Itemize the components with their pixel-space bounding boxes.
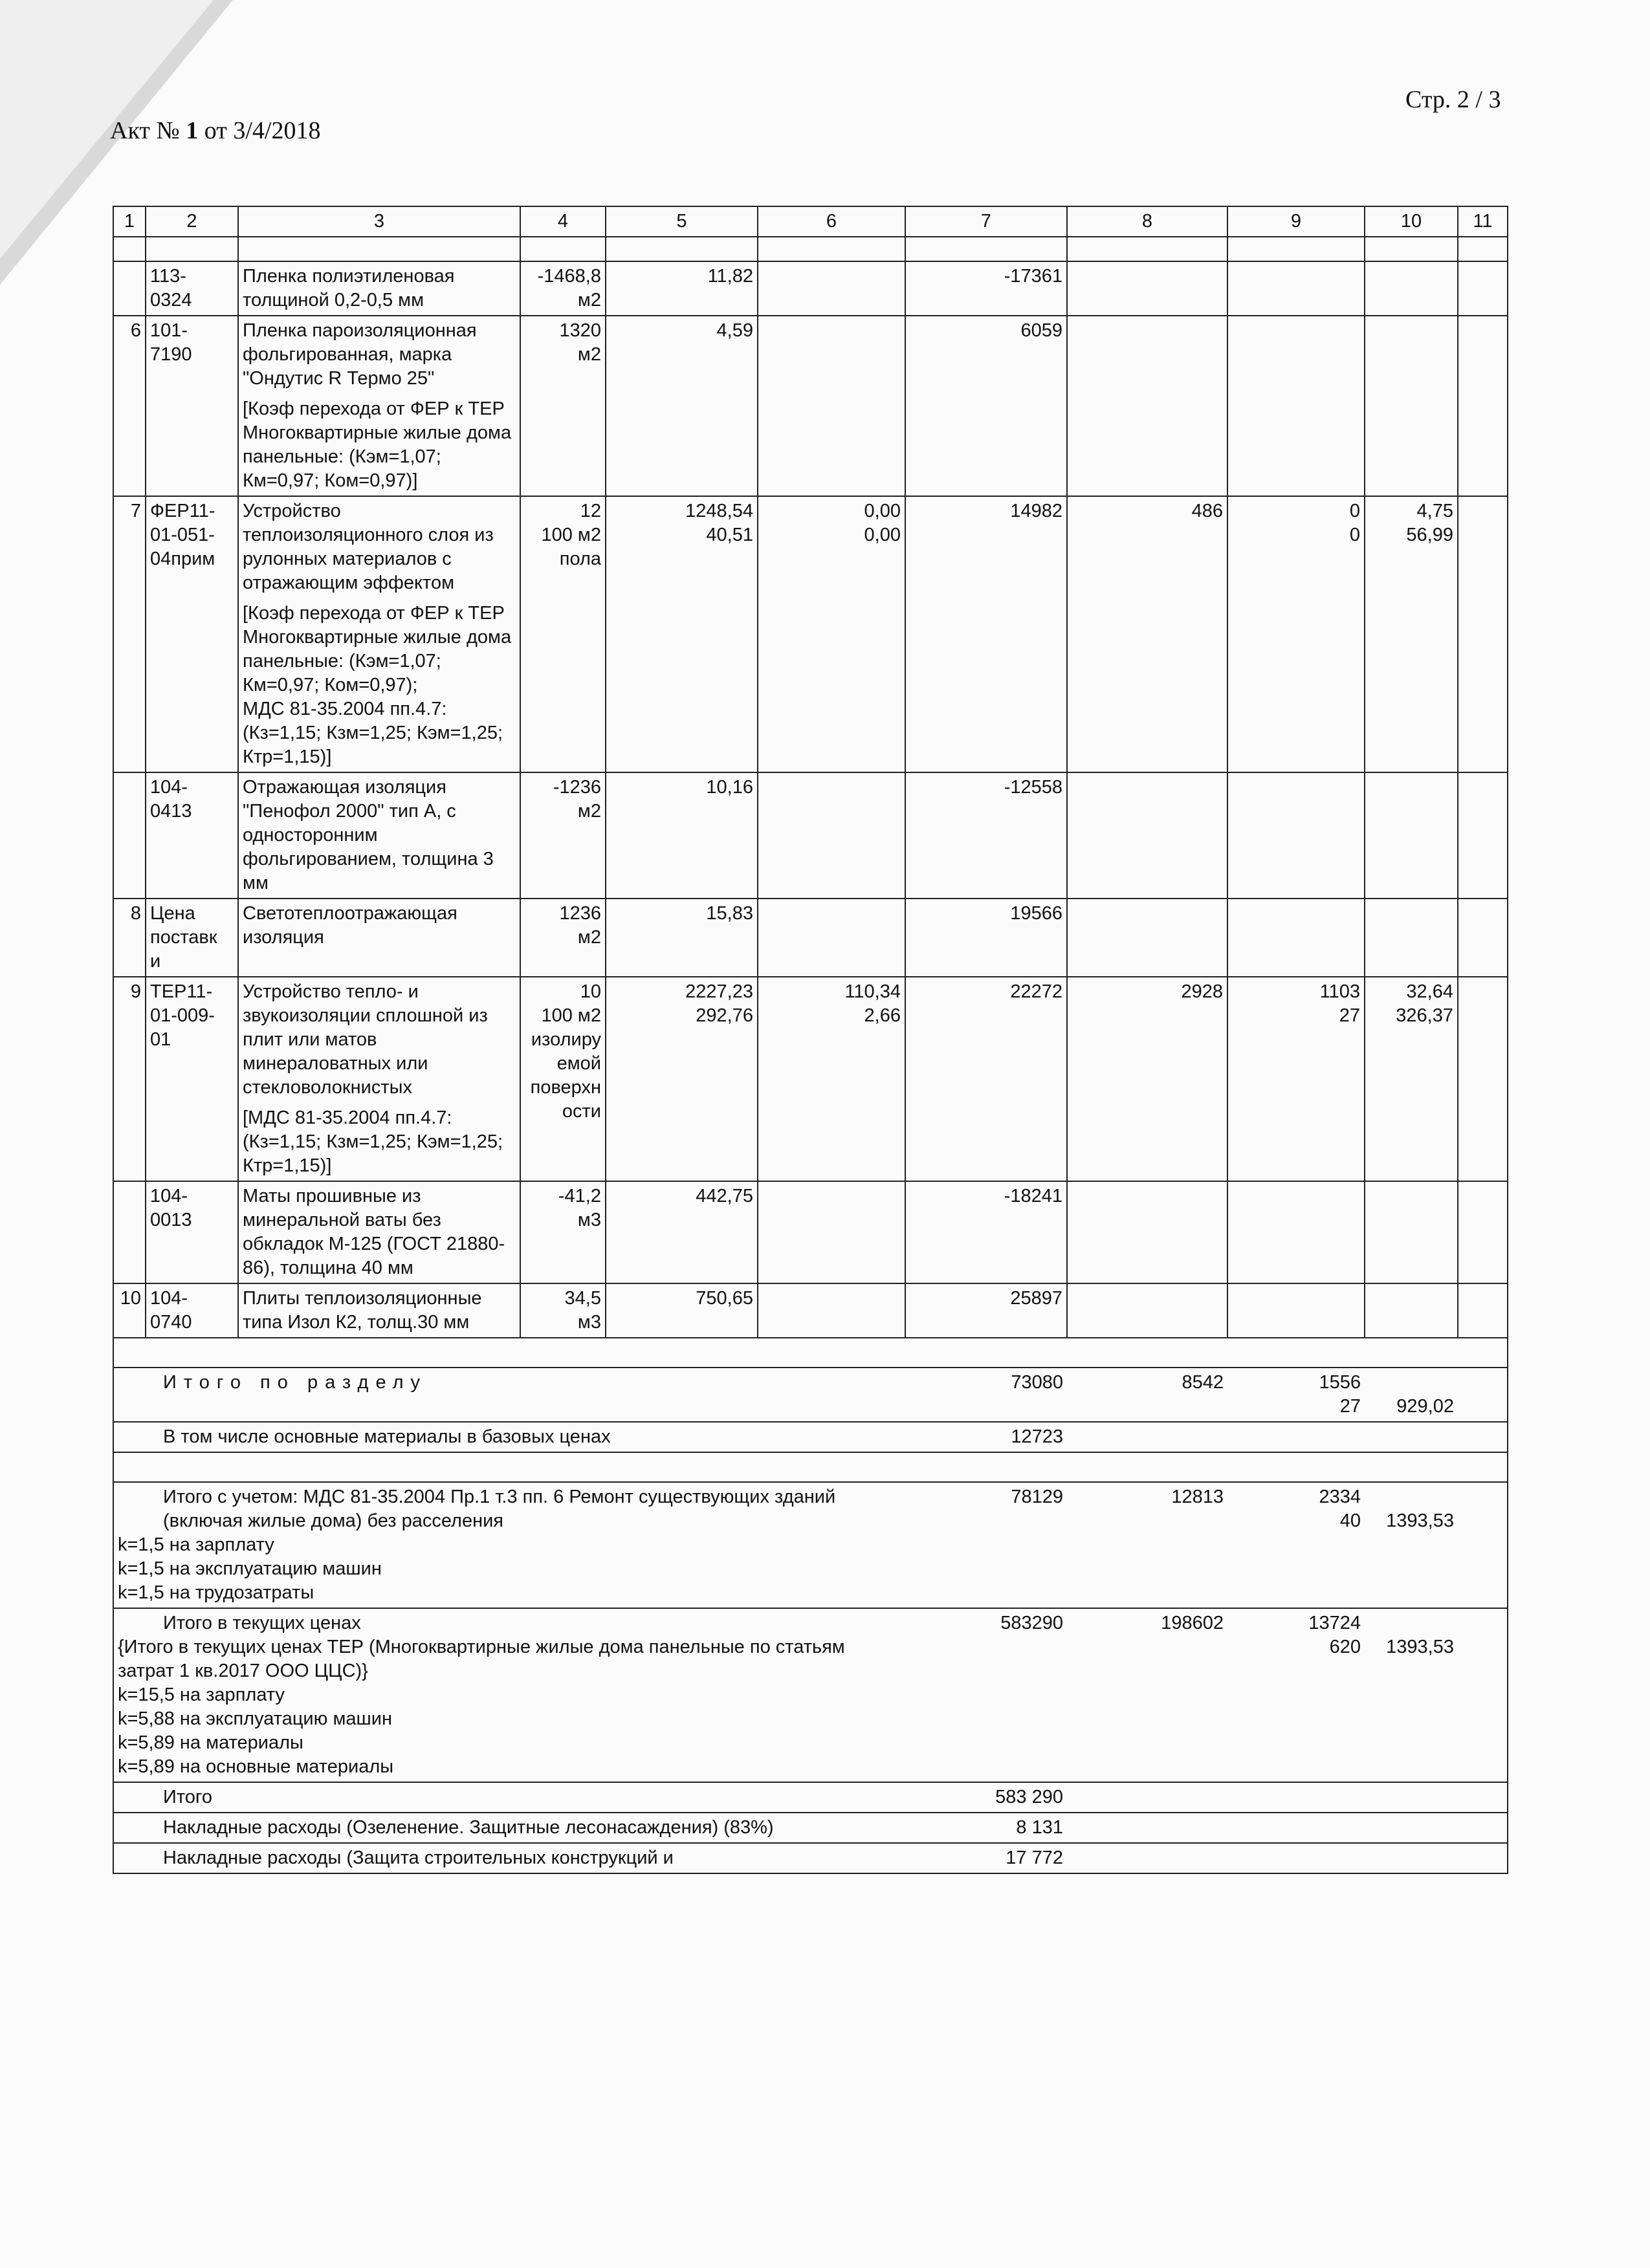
machine-cost-cell [1227,1368,1365,1421]
empty-cell [1458,1422,1508,1452]
machine-cost-cell [1227,1813,1365,1842]
quantity-cell [520,1283,606,1338]
value-line-2: 326,37 [1396,1005,1453,1026]
total-cost: -18241 [905,1181,1067,1283]
value-line-1: 13724 [1308,1613,1361,1633]
total-label-cell [113,1368,905,1421]
resource-code: 113- 0324 [146,261,238,316]
value-line-2: 2,66 [864,1005,901,1026]
value-line-2: 40 [1339,1510,1361,1531]
empty-cell [1458,977,1508,1181]
value-line-2: 0 [1349,525,1360,545]
value-line-1: 11,82 [707,266,753,287]
total-label-line: В том числе основные материалы в базовых ценах [163,1426,611,1447]
value-line-2: 292,76 [696,1005,753,1026]
unit-price-cell [606,977,758,1181]
labor-cell [1365,977,1458,1181]
total-label-cell [113,1782,905,1812]
work-name [238,496,520,772]
total-label-line: k=5,88 на эксплуатацию машин [118,1708,392,1729]
total-with-mds-row [113,1482,1508,1608]
labor-total-value: 1393,53 [1386,1637,1454,1657]
value-line-1: 4,75 [1416,501,1453,521]
row-number: 7 [113,496,146,772]
labor-cell [1365,1181,1458,1283]
work-name-text: Светотеплоотражающая изоляция [243,903,457,948]
quantity: -1468,8 [537,266,601,287]
row-number [113,261,146,316]
machine-price-cell [758,1283,905,1338]
value-line-1: 32,64 [1406,981,1453,1002]
labor-total [1365,1843,1458,1873]
work-name-text: Отражающая изоляция "Пенофол 2000" тип А, с односторонним фольгированием, толщина 3 мм [243,777,494,893]
machine-price-cell [758,899,905,977]
table-row [113,496,1508,772]
quantity-cell [520,772,606,899]
row-number [113,1181,146,1283]
wage-cost [1067,261,1227,316]
value-line-1: 1103 [1319,981,1360,1002]
resource-code: 104- 0413 [146,772,238,899]
work-name [238,977,520,1181]
row-number: 10 [113,1283,146,1338]
wage-cost [1067,899,1227,977]
total-cost: 583290 [1000,1613,1063,1633]
total-section-row [113,1368,1508,1421]
col-header: 7 [905,206,1067,237]
total-label-line: {Итого в текущих ценах ТЕР (Многоквартирные жилые дома панельные по статьям затрат 1 кв.2017 ООО ЦЦС)} [118,1637,845,1681]
empty-cell [1458,1782,1508,1812]
blank-row [113,1452,1508,1482]
empty-cell [1458,1368,1508,1421]
work-name [238,1181,520,1283]
value-line-1: 442,75 [696,1186,753,1206]
column-header-row [113,206,1508,237]
spacer [1369,1611,1454,1635]
wage-cost [1067,1813,1227,1842]
empty-cell [1458,1181,1508,1283]
work-name [238,899,520,977]
total-label-line: Накладные расходы (Защита строительных конструкций и [163,1848,674,1868]
quantity: -1236 [553,777,601,798]
work-name [238,772,520,899]
work-name-text: Пленка пароизоляционная фольгированная, марка "Ондутис R Термо 25" [243,320,477,389]
machine-price-cell [758,772,905,899]
wage-cost: 12813 [1171,1487,1224,1507]
total-label-line: k=5,89 на материалы [118,1732,303,1753]
empty-cell [1458,496,1508,772]
quantity: 12 [580,501,601,521]
machine-cost-cell [1227,1181,1365,1283]
table-row [113,1283,1508,1338]
value-line-1: 10,16 [706,777,753,798]
total-cost: 73080 [1011,1372,1063,1393]
total-cost: 19566 [905,899,1067,977]
estimate-table [113,206,1508,1874]
empty-cell [1458,261,1508,316]
work-name-text: Маты прошивные из минеральной ваты без обкладок М-125 (ГОСТ 21880-86), толщина 40 мм [243,1186,505,1278]
total-cost: 12723 [1011,1426,1063,1447]
total-cost: -17361 [905,261,1067,316]
machine-price-cell [758,1181,905,1283]
value-line-1: 4,59 [716,320,753,341]
total-label-cell [113,1482,905,1608]
value-line-1: 0,00 [864,501,901,521]
wage-cost [1067,1843,1227,1873]
total-label-line: k=1,5 на зарплату [118,1534,274,1555]
machine-price-cell [758,261,905,316]
machine-cost-cell [1227,1422,1365,1452]
resource-code: ФЕР11- 01-051- 04прим [146,496,238,772]
table-row [113,316,1508,496]
total-label-line: Накладные расходы (Озеленение. Защитные лесонасаждения) (83%) [163,1817,774,1838]
machine-cost-cell [1227,1482,1365,1608]
unit: м2 [577,801,601,822]
wage-cost [1067,1283,1227,1338]
labor-cell [1365,1283,1458,1338]
resource-code: ТЕР11- 01-009- 01 [146,977,238,1181]
value-line-1: 1556 [1319,1372,1361,1393]
col-header: 10 [1365,206,1458,237]
row-number: 6 [113,316,146,496]
labor-cell [1365,899,1458,977]
total-label-line: Итого в текущих ценах [163,1613,361,1633]
quantity-cell [520,977,606,1181]
quantity: 10 [580,981,601,1002]
quantity: 34,5 [564,1288,601,1309]
total-current-row [113,1608,1508,1782]
unit-price-cell [606,261,758,316]
col-header: 4 [520,206,606,237]
total-cost: -12558 [905,772,1067,899]
wage-cost: 2928 [1067,977,1227,1181]
wage-cost: 198602 [1161,1613,1224,1633]
quantity-cell [520,496,606,772]
machine-cost-cell [1227,261,1365,316]
total-label-cell [113,1843,905,1873]
value-line-2: 620 [1329,1637,1361,1657]
value-line-1: 110,34 [844,981,901,1002]
row-number: 9 [113,977,146,1181]
col-header: 3 [238,206,520,237]
total-cost: 17 772 [1006,1848,1063,1868]
itogo-row [113,1782,1508,1812]
labor-total [1365,1608,1458,1782]
empty-cell [1458,1813,1508,1842]
total-label-line: k=15,5 на зарплату [118,1685,285,1705]
unit-price-cell [606,316,758,496]
coefficient-note: [Коэф перехода от ФЕР к ТЕР Многоквартирные жилые дома панельные: (Кэм=1,07; Км=0,97; Ком=0,97)] [243,398,512,491]
work-name [238,261,520,316]
header-spacer-row [113,237,1508,261]
labor-total [1365,1782,1458,1812]
quantity-cell [520,899,606,977]
unit-price-cell [606,1181,758,1283]
coefficient-note: [Коэф перехода от ФЕР к ТЕР Многоквартирные жилые дома панельные: (Кэм=1,07; Км=0,97; Ком=0,97); МДС 81-35.2004 пп.4.7: (Кз=1,15; Кзм=1,25; Кэм=1,25; Ктр=1,15)] [243,603,512,767]
total-cost: 14982 [905,496,1067,772]
total-label-cell [113,1608,905,1782]
unit: м3 [577,1210,601,1230]
unit: м2 [577,344,601,365]
labor-total-value: 929,02 [1396,1396,1454,1417]
work-name-text: Плиты теплоизоляционные типа Изол К2, толщ.30 мм [243,1288,482,1333]
work-name [238,1283,520,1338]
overhead-row [113,1813,1508,1842]
total-cost: 78129 [1011,1487,1063,1507]
machine-cost-cell [1227,899,1365,977]
total-label-line: Итого [163,1787,212,1807]
quantity: 1236 [559,903,601,924]
empty-cell [1458,316,1508,496]
machine-price-cell [758,496,905,772]
labor-cell [1365,261,1458,316]
blank-row [113,1338,1508,1368]
labor-total-value: 1393,53 [1386,1510,1454,1531]
empty-cell [1458,1482,1508,1608]
table-row [113,977,1508,1181]
total-cost: 8 131 [1016,1817,1063,1838]
machine-cost-cell [1227,1608,1365,1782]
overhead-row [113,1843,1508,1873]
total-label-line: k=5,89 на основные материалы [118,1756,394,1777]
value-line-2: 40,51 [706,525,753,545]
spacer [1369,1485,1454,1509]
empty-cell [1458,899,1508,977]
machine-cost-cell [1227,977,1365,1181]
labor-total [1365,1422,1458,1452]
empty-cell [1458,1608,1508,1782]
table-row [113,261,1508,316]
resource-code: 104- 0740 [146,1283,238,1338]
act-title: Акт № 1 от 3/4/2018 [110,117,321,144]
value-line-2: 27 [1339,1005,1360,1026]
col-header: 6 [758,206,905,237]
col-header: 11 [1458,206,1508,237]
resource-code: Цена поставк и [146,899,238,977]
unit: м2 [577,290,601,311]
unit-price-cell [606,899,758,977]
page-number: Стр. 2 / 3 [1405,86,1501,113]
total-materials-row [113,1422,1508,1452]
wage-cost [1067,1181,1227,1283]
table-row [113,1181,1508,1283]
resource-code: 104- 0013 [146,1181,238,1283]
total-cost: 6059 [905,316,1067,496]
coefficient-note: [МДС 81-35.2004 пп.4.7: (Кз=1,15; Кзм=1,25; Кэм=1,25; Ктр=1,15)] [243,1107,503,1176]
empty-cell [1458,1843,1508,1873]
labor-total [1365,1482,1458,1608]
table-row [113,772,1508,899]
total-label-line: Итого с учетом: МДС 81-35.2004 Пр.1 т.3 пп. 6 Ремонт существующих зданий (включая жилые дома) без расселения [163,1487,836,1531]
total-label-line: k=1,5 на трудозатраты [118,1582,314,1603]
table-row [113,899,1508,977]
value-line-2: 27 [1339,1396,1361,1417]
resource-code: 101- 7190 [146,316,238,496]
row-number: 8 [113,899,146,977]
machine-price-cell [758,316,905,496]
quantity: 1320 [559,320,601,341]
machine-cost-cell [1227,1843,1365,1873]
col-header: 9 [1227,206,1365,237]
total-label-cell [113,1422,905,1452]
value-line-1: 1248,54 [685,501,753,521]
unit: м2 [577,927,601,948]
work-name-text: Устройство теплоизоляционного слоя из рулонных материалов с отражающим эффектом [243,501,494,593]
value-line-1: 15,83 [706,903,753,924]
machine-cost-cell [1227,1782,1365,1812]
total-label-line: k=1,5 на эксплуатацию машин [118,1558,382,1579]
wage-cost [1067,316,1227,496]
spacer [1369,1371,1454,1395]
machine-cost-cell [1227,1283,1365,1338]
labor-total [1365,1368,1458,1421]
value-line-2: 0,00 [864,525,901,545]
empty-cell [1458,772,1508,899]
total-label-line: Итого по разделу [163,1372,428,1393]
total-cost: 583 290 [995,1787,1063,1807]
unit-price-cell [606,1283,758,1338]
quantity-cell [520,261,606,316]
labor-cell [1365,496,1458,772]
machine-price-cell [758,977,905,1181]
wage-cost: 8542 [1182,1372,1224,1393]
value-line-1: 2334 [1319,1487,1361,1507]
quantity: -41,2 [558,1186,601,1206]
col-header: 8 [1067,206,1227,237]
col-header: 5 [606,206,758,237]
machine-cost-cell [1227,772,1365,899]
unit: 100 м2 пола [541,525,601,569]
work-name [238,316,520,496]
value-line-1: 0 [1349,501,1360,521]
unit-price-cell [606,772,758,899]
col-header: 1 [113,206,146,237]
wage-cost [1067,1782,1227,1812]
wage-cost [1067,772,1227,899]
machine-cost-cell [1227,316,1365,496]
total-label-cell [113,1813,905,1842]
empty-cell [1458,1283,1508,1338]
wage-cost: 486 [1067,496,1227,772]
unit-price-cell [606,496,758,772]
total-cost: 25897 [905,1283,1067,1338]
wage-cost [1067,1422,1227,1452]
quantity-cell [520,316,606,496]
work-name-text: Пленка полиэтиленовая толщиной 0,2-0,5 мм [243,266,455,311]
unit: м3 [577,1312,601,1333]
labor-cell [1365,316,1458,496]
labor-total [1365,1813,1458,1842]
work-name-text: Устройство тепло- и звукоизоляции сплошной из плит или матов минераловатных или стекловолокнистых [243,981,488,1098]
total-cost: 22272 [905,977,1067,1181]
row-number [113,772,146,899]
value-line-2: 56,99 [1406,525,1453,545]
value-line-1: 2227,23 [685,981,753,1002]
quantity-cell [520,1181,606,1283]
machine-cost-cell [1227,496,1365,772]
col-header: 2 [146,206,238,237]
unit: 100 м2 изолиру емой поверхн ости [530,1005,601,1122]
labor-cell [1365,772,1458,899]
value-line-1: 750,65 [696,1288,753,1309]
